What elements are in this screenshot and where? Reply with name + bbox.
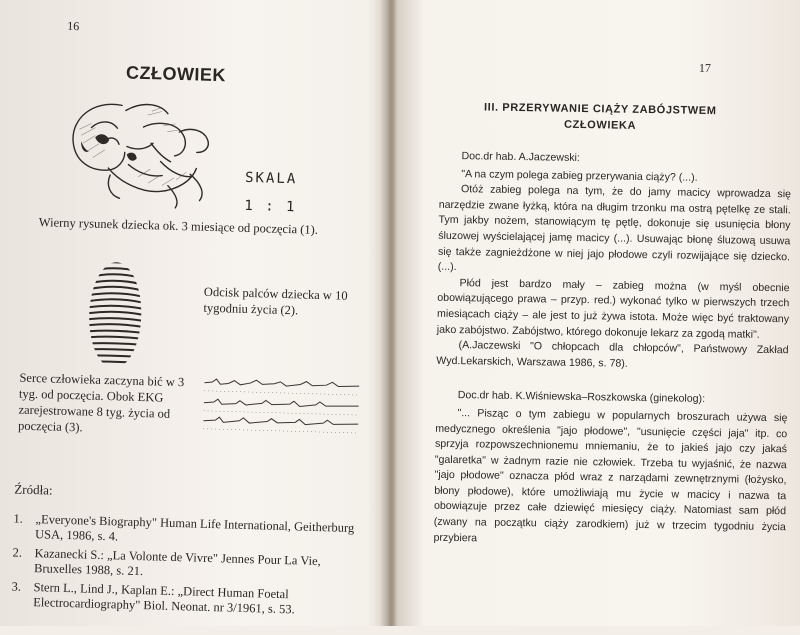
paragraph: "... Pisząc o tym zabiegu w popularnych broszurach używa się medycznego określenia "jajo płodowe", "usunięcie części jaja" itp. co sprzyja rozpowszechnionemu mniemaniu, że to jakieś jajo czy jakaś "galaretka" w żadnym razie nie człowiek. Trzeba tu wyjaśnić, że nazwa "jajo płodowe" oznacza płód wraz z narządami zewnętrznymi (łożysko, błony płodowe), które umożliwiają mu życie w macicy i nazwa ta obowiązuje przez całe dziewięć miesięcy ciąży. Natomiast sam płód (zwany na początku ciąży zarodkiem) już w trzecim tygodniu życia przybiera [433, 406, 788, 545]
chapter-body [433, 149, 791, 552]
left-page [0, 0, 385, 635]
ekg-caption: Serce człowieka zaczyna bić w 3 tyg. od poczęcia. Obok EKG zarejestrowane 8 tyg. życia od poczęcia (3). [17, 370, 185, 435]
ekg-trace [203, 373, 360, 437]
sources-heading: Źródła: [14, 481, 53, 498]
author-line: Doc.dr hab. A.Jaczewski: [461, 150, 580, 164]
embryo-caption: Wierny rysunek dziecka ok. 3 miesiące od poczęcia (1). [38, 215, 319, 237]
source-item: 3. Stern L., Lind J., Kaplan E.: „Direct Human Foetal Electrocardiography" Biol. Neonat. nr 3/1961, s. 53. [11, 579, 295, 617]
page-title: CZŁOWIEK [125, 62, 227, 86]
fingerprint-image [85, 259, 146, 371]
fingerprint-caption: Odcisk palców dziecka w 10 tygodniu życia (2). [203, 284, 348, 318]
right-page [382, 0, 800, 632]
scale-label-block [244, 164, 298, 221]
paragraph: "A na czym polega zabieg przerywania ciąży? (...). [461, 167, 698, 184]
page-number-right: 17 [698, 60, 712, 76]
citation: (A.Jaczewski "O chłopcach dla chłopców", Państwowy Zakład Wyd.Lekarskich, Warszawa 1986, s. 78). [436, 339, 789, 370]
scale-label: SKALA [244, 169, 298, 188]
scale-value: 1 : 1 [244, 197, 297, 216]
source-item: 1. „Everyone's Biography" Human Life International, Geitherburg USA, 1986, s. 4. [13, 511, 355, 544]
author-line: Doc.dr hab. K.Wiśniewska–Roszkowska (ginekolog): [457, 389, 706, 406]
paragraph: Płód jest bardzo mały – zabieg można (w myśl obecnie obowiązującego prawa – przyp. red.) wykonać tylko w pierwszych trzech miesiącach ciąży – ale jest to już żywa istota. Może więc być traktowany jako zabójstwo. Zabójstwo, którego dokonuje lekarz za zgodą matki". [436, 276, 790, 341]
embryo-illustration [49, 78, 228, 218]
sources-list [11, 512, 359, 624]
source-item: 2. Kazanecki S.: „La Volonte de Vivre" Jennes Pour La Vie, Bruxelles 1988, s. 21. [12, 545, 321, 579]
page-number-left: 16 [67, 18, 80, 34]
chapter-title: III. PRZERYWANIE CIĄŻY ZABÓJSTWEM CZŁOWIEKA [483, 101, 717, 132]
paragraph: Otóż zabieg polega na tym, że do jamy macicy wprowadza się narzędzie zwane łyżką, która na długim trzonku ma ostrą pętelkę ze stali. Tym jakby nożem, stanowiącym tę pętlę, dokonuje się usunięcia błony śluzowej wyścielającej jamę macicy (...). Usuwając błonę śluzową usuwa się także zagnieżdżone w niej jajo płodowe czyli rozwijające się dziecko. (...). [437, 183, 792, 274]
